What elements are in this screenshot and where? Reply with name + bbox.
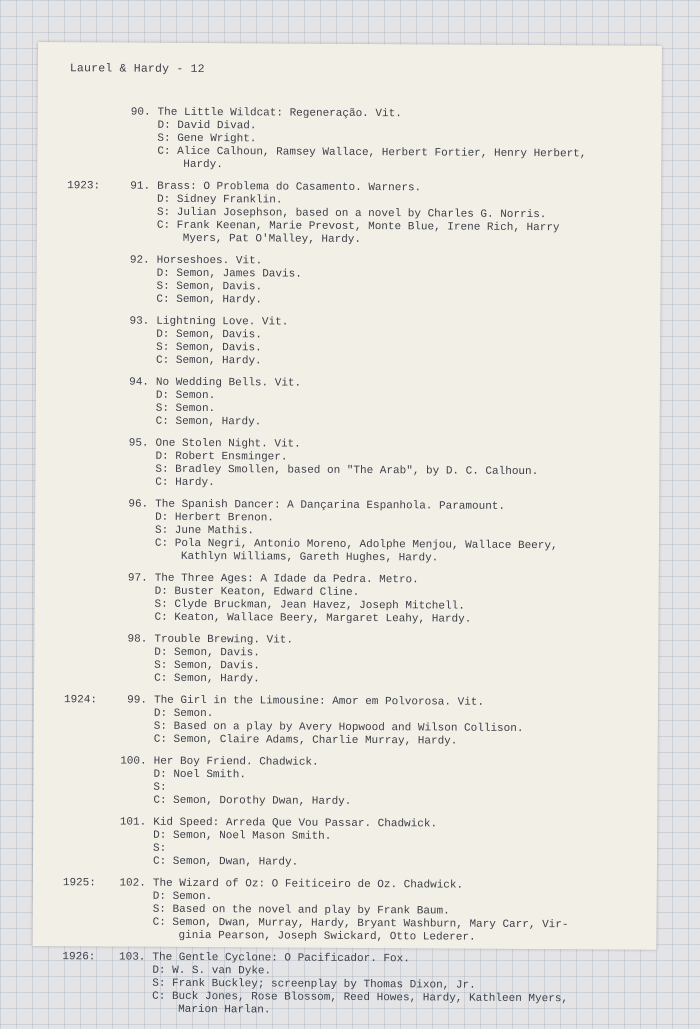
- film-entry: [63, 755, 653, 811]
- film-credit-line: S: Julian Josephson, based on a novel by Charles G. Norris.: [156, 206, 547, 222]
- film-number: 94.: [129, 376, 149, 389]
- film-title: The Little Wildcat: Regeneração. Vit.: [157, 106, 402, 121]
- film-title: Lightning Love. Vit.: [156, 315, 289, 329]
- film-credit-line: C: Semon, Claire Adams, Charlie Murray, Hardy.: [153, 733, 458, 748]
- film-year: 1924:: [63, 694, 98, 707]
- film-number: 99.: [127, 694, 148, 707]
- film-entry: [65, 437, 655, 493]
- film-credit-line: S: Semon, Davis.: [156, 341, 262, 355]
- film-credit-line: S: Semon, Davis.: [156, 280, 263, 294]
- film-credit-line: D: W. S. van Dyke.: [152, 964, 272, 978]
- film-title: Brass: O Problema do Casamento. Warners.: [157, 180, 422, 195]
- film-title: The Gentle Cyclone: O Pacificador. Fox.: [152, 951, 410, 966]
- film-title: Kid Speed: Arreda Que Vou Passar. Chadwick.: [153, 816, 438, 831]
- film-number: 91.: [130, 180, 151, 193]
- film-credit-line: S: Semon.: [155, 402, 216, 416]
- film-credit-line: D: Semon, Davis.: [156, 328, 262, 342]
- film-title: The Wizard of Oz: O Feiticeiro de Oz. Chadwick.: [152, 877, 464, 892]
- film-number: 96.: [128, 498, 149, 511]
- film-credit-continuation: Marion Harlan.: [178, 1003, 271, 1017]
- film-entry: [62, 951, 652, 1020]
- film-credit-line: C: Semon, Dwan, Hardy.: [152, 855, 299, 869]
- film-number: 92.: [129, 254, 150, 267]
- film-credit-line: D: Semon, James Davis.: [156, 267, 302, 281]
- film-number: 95.: [128, 437, 149, 450]
- film-number: 97.: [127, 572, 148, 585]
- film-credit-line: C: Keaton, Wallace Beery, Margaret Leahy, Hardy.: [154, 611, 472, 626]
- film-credit-line: D: Semon.: [153, 707, 214, 721]
- film-credit-line: C: Semon, Hardy.: [156, 293, 263, 307]
- film-credit-continuation: Kathlyn Williams, Gareth Hughes, Hardy.: [180, 550, 439, 565]
- film-number: 93.: [129, 315, 150, 328]
- film-credit-line: D: Buster Keaton, Edward Cline.: [154, 585, 360, 599]
- film-year: [63, 816, 111, 829]
- film-credit-line: C: Semon, Hardy.: [156, 354, 262, 368]
- film-number: 103.: [118, 951, 146, 964]
- typewritten-page: [32, 42, 662, 1017]
- film-entry: [67, 180, 657, 249]
- film-year: 1923:: [67, 180, 101, 193]
- film-credit-line: D: Sidney Franklin.: [157, 193, 283, 207]
- film-credit-line: D: Semon.: [152, 890, 213, 904]
- film-year: [68, 106, 116, 119]
- film-entry: [67, 106, 657, 175]
- film-credit-line: C: Frank Keenan, Marie Prevost, Monte Blue, Irene Rich, Harry: [156, 219, 560, 235]
- film-entry: [63, 816, 653, 872]
- film-year: [65, 498, 113, 511]
- film-year: [64, 633, 112, 646]
- film-credit-line: C: Hardy.: [155, 476, 215, 490]
- film-credit-line: C: Buck Jones, Rose Blossom, Reed Howes, Hardy, Kathleen Myers,: [152, 990, 569, 1006]
- film-credit-line: S: Semon, Davis.: [154, 659, 260, 673]
- film-title: No Wedding Bells. Vit.: [155, 376, 302, 390]
- film-number: 98.: [127, 633, 148, 646]
- film-number: 90.: [130, 106, 151, 119]
- film-credit-line: S: Gene Wright.: [157, 132, 257, 146]
- film-credit-line: S: Bradley Smollen, based on "The Arab", by D. C. Calhoun.: [155, 463, 539, 479]
- film-credit-line: C: Semon, Dwan, Murray, Hardy, Bryant Washburn, Mary Carr, Vir-: [152, 916, 569, 932]
- film-title: The Spanish Dancer: A Dançarina Espanhola. Paramount.: [155, 498, 506, 513]
- film-year: [65, 572, 113, 585]
- film-title: The Girl in the Limousine: Amor em Polvorosa. Vit.: [153, 694, 485, 709]
- film-year: [66, 437, 114, 450]
- film-year: [66, 315, 114, 328]
- film-credit-line: S: Based on the novel and play by Frank Baum.: [152, 903, 450, 918]
- film-credit-line: D: Semon, Davis.: [154, 646, 260, 660]
- film-title: The Three Ages: A Idade da Pedra. Metro.: [154, 572, 419, 587]
- film-credit-line: D: David Divad.: [157, 119, 257, 133]
- film-entry: [66, 254, 656, 310]
- page-header: Laurel & Hardy - 12: [69, 62, 205, 77]
- film-year: 1925:: [62, 877, 96, 890]
- film-title: One Stolen Night. Vit.: [155, 437, 301, 451]
- film-credit-line: D: Semon.: [155, 389, 216, 403]
- film-credit-line: C: Semon, Dorothy Dwan, Hardy.: [153, 794, 352, 808]
- film-credit-line: D: Semon, Noel Mason Smith.: [153, 829, 332, 843]
- film-credit-line: S: June Mathis.: [154, 524, 255, 538]
- film-credit-continuation: Myers, Pat O'Malley, Hardy.: [182, 232, 362, 246]
- film-title: Her Boy Friend. Chadwick.: [153, 755, 319, 769]
- film-entry: [65, 498, 655, 567]
- film-entry: [64, 633, 654, 689]
- film-year: [67, 254, 115, 267]
- film-credit-line: S:: [153, 842, 167, 855]
- film-entry: [64, 572, 654, 628]
- film-credit-line: S: Clyde Bruckman, Jean Havez, Joseph Mitchell.: [154, 598, 465, 613]
- film-credit-line: D: Herbert Brenon.: [155, 511, 274, 525]
- film-entry: [64, 694, 654, 750]
- film-credit-line: C: Pola Negri, Antonio Moreno, Adolphe Menjou, Wallace Beery,: [154, 537, 558, 553]
- film-entry: [66, 315, 656, 371]
- film-title: Trouble Brewing. Vit.: [154, 633, 294, 647]
- film-credit-line: D: Robert Ensminger.: [155, 450, 288, 464]
- film-credit-line: S: Frank Buckley; screenplay by Thomas Dixon, Jr.: [152, 977, 476, 992]
- film-entry: [63, 877, 653, 946]
- film-credit-line: D: Noel Smith.: [153, 768, 246, 782]
- film-credit-continuation: ginia Pearson, Joseph Swickard, Otto Lederer.: [178, 929, 476, 944]
- film-credit-line: S:: [153, 781, 167, 794]
- film-credit-continuation: Hardy.: [183, 158, 223, 172]
- film-number: 101.: [119, 816, 147, 829]
- film-year: 1926:: [62, 951, 96, 964]
- film-credit-line: C: Semon, Hardy.: [154, 672, 260, 686]
- film-year: [64, 755, 112, 768]
- film-number: 100.: [120, 755, 147, 768]
- film-title: Horseshoes. Vit.: [156, 254, 263, 268]
- film-year: [66, 376, 114, 389]
- film-credit-line: C: Semon, Hardy.: [155, 415, 262, 429]
- filmography-list: [62, 106, 658, 1029]
- film-number: 102.: [119, 877, 146, 890]
- film-credit-line: S: Based on a play by Avery Hopwood and Wilson Collison.: [153, 720, 524, 735]
- film-credit-line: C: Alice Calhoun, Ramsey Wallace, Herbert Fortier, Henry Herbert,: [157, 145, 587, 161]
- film-entry: [66, 376, 656, 432]
